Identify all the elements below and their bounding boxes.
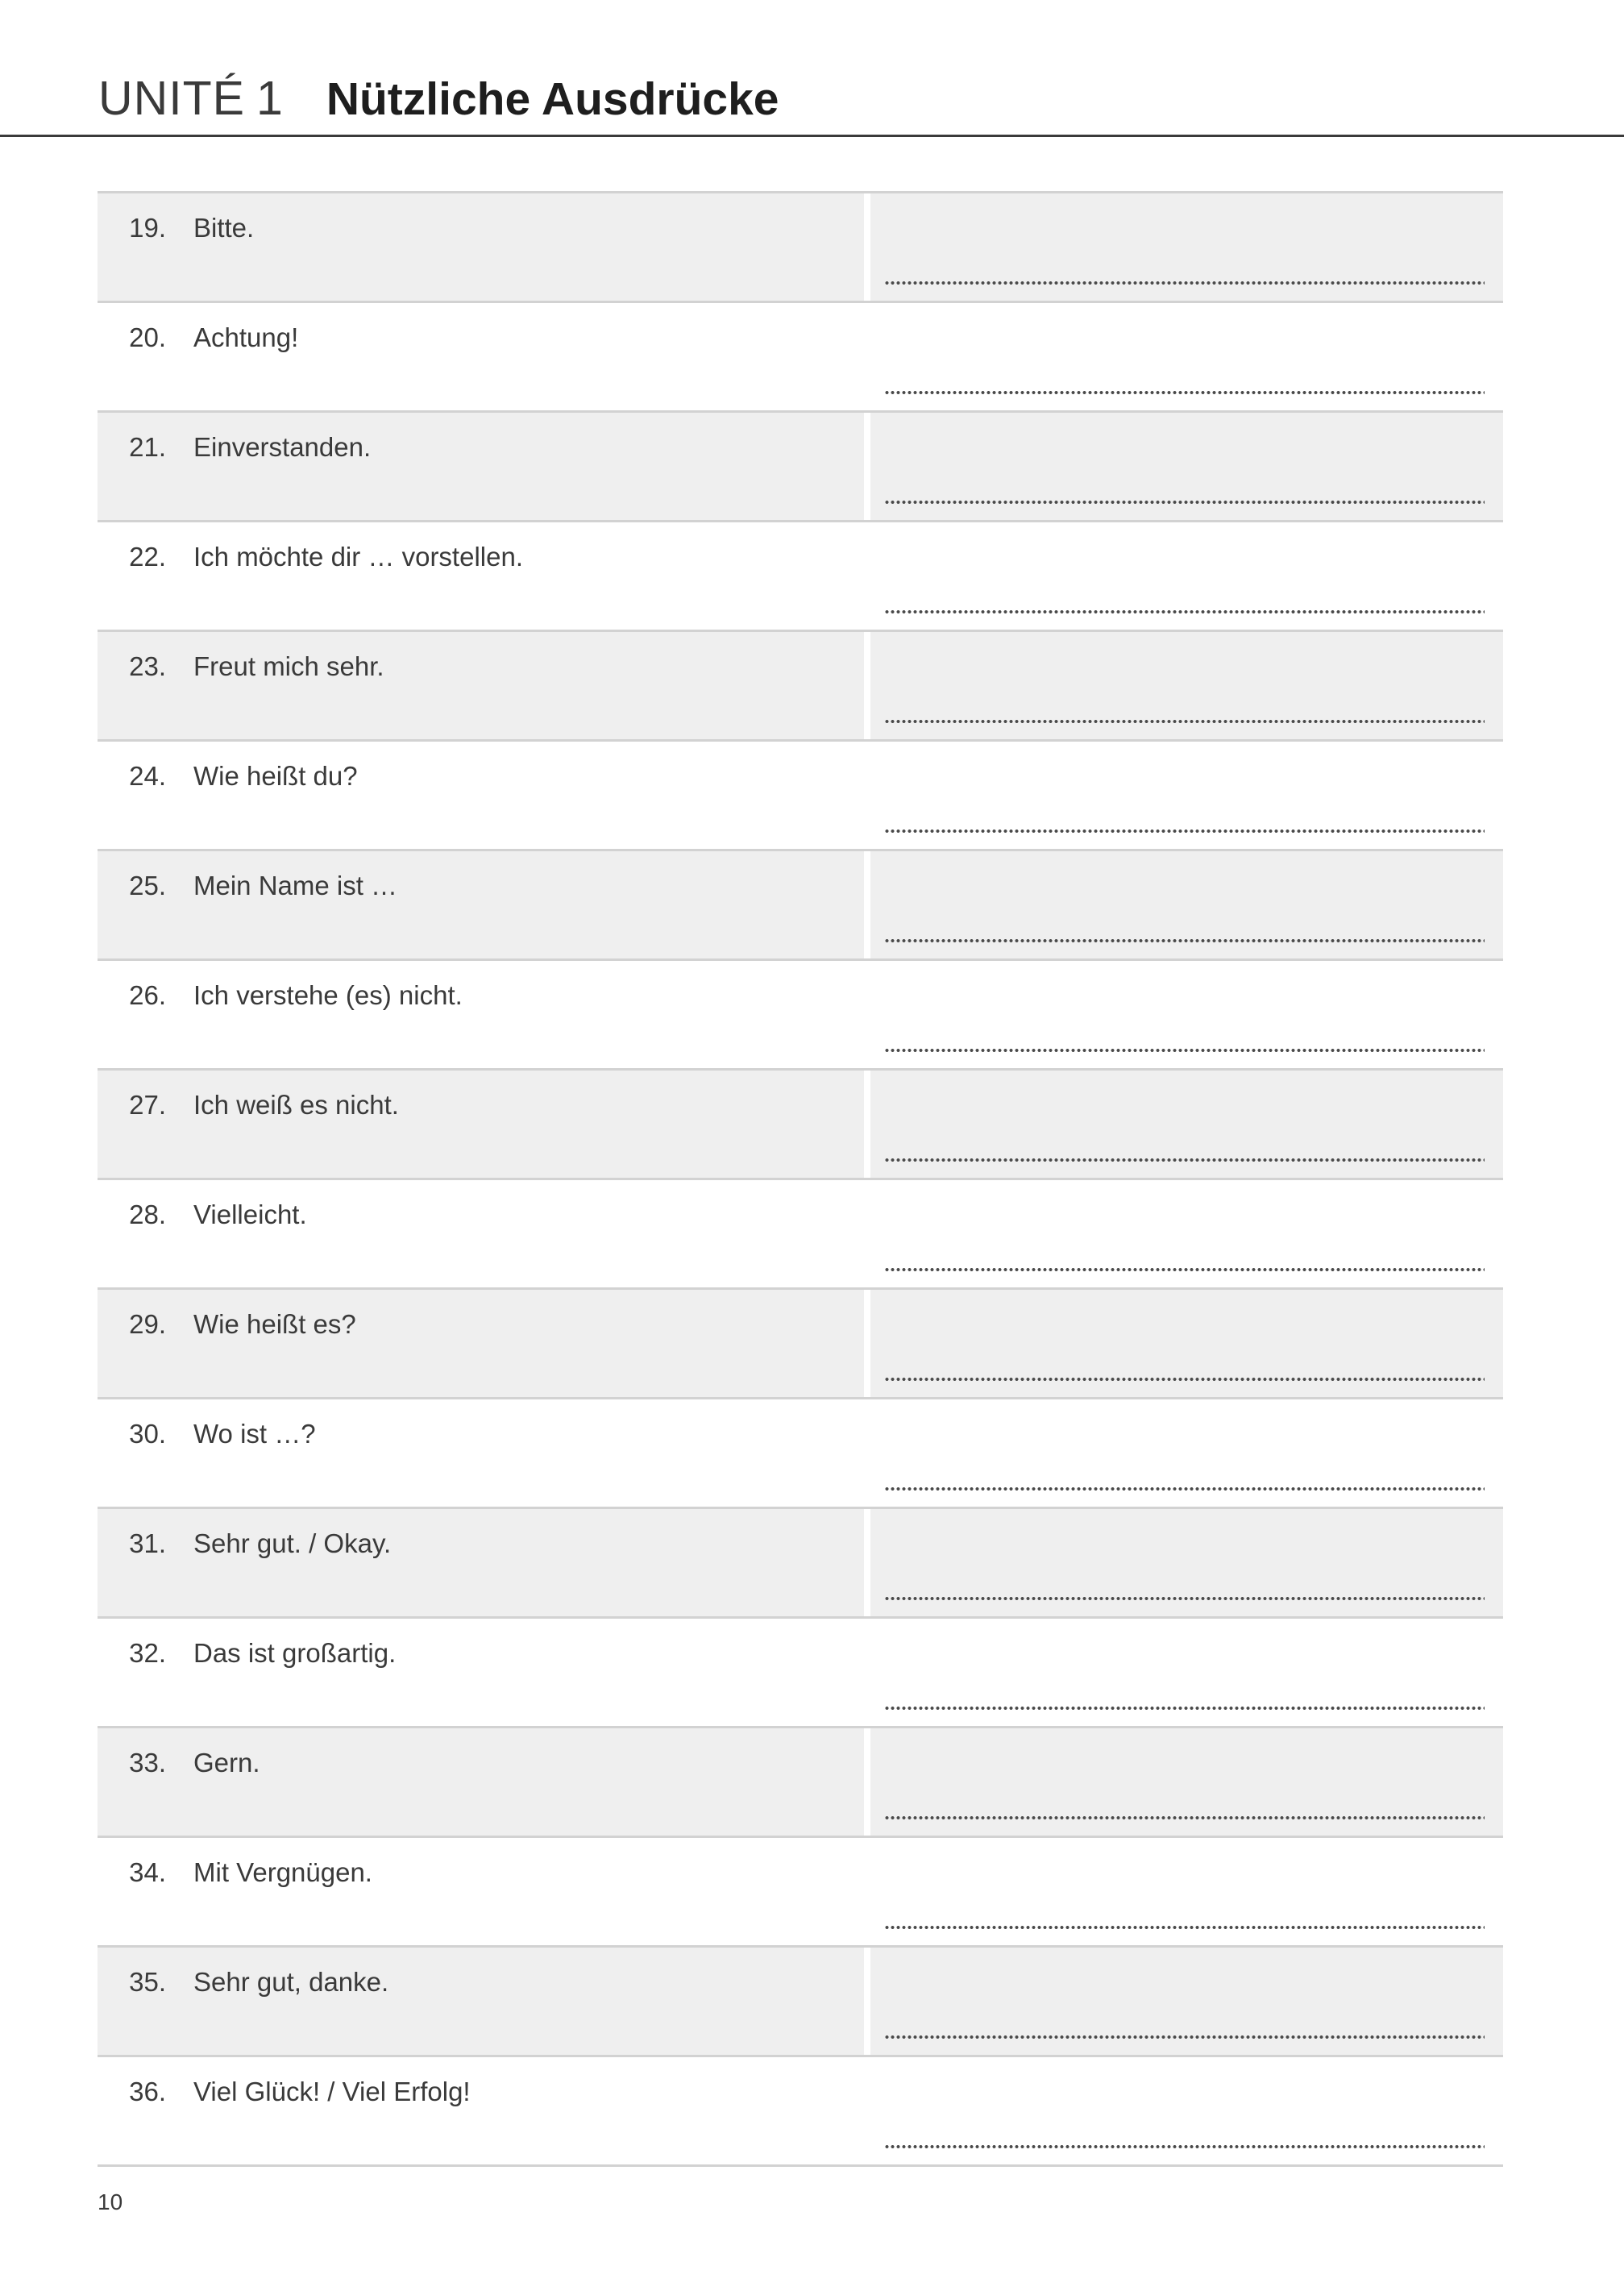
column-divider (864, 851, 870, 958)
unit-label: UNITÉ (98, 72, 245, 125)
column-divider (864, 1948, 870, 2055)
table-row (98, 191, 1503, 301)
answer-blank-line[interactable] (884, 2035, 1485, 2039)
row-phrase: Ich weiß es nicht. (193, 1090, 399, 1120)
answer-blank-line[interactable] (884, 390, 1485, 395)
row-number: 33. (129, 1748, 166, 1778)
table-row (98, 1178, 1503, 1287)
row-number: 24. (129, 761, 166, 791)
row-phrase: Mit Vergnügen. (193, 1857, 372, 1887)
table-row (98, 1726, 1503, 1836)
answer-blank-line[interactable] (884, 1377, 1485, 1382)
column-divider (864, 413, 870, 520)
answer-blank-line[interactable] (884, 829, 1485, 834)
unit-number: 1 (256, 72, 283, 125)
row-phrase: Gern. (193, 1748, 260, 1778)
phrase-table (98, 191, 1503, 2167)
page-header (98, 71, 779, 127)
answer-blank-line[interactable] (884, 1158, 1485, 1162)
row-phrase: Vielleicht. (193, 1200, 307, 1229)
section-title: Nützliche Ausdrücke (326, 73, 779, 125)
answer-blank-line[interactable] (884, 1267, 1485, 1272)
table-row (98, 520, 1503, 630)
row-number: 36. (129, 2077, 166, 2106)
row-number: 23. (129, 651, 166, 681)
row-phrase: Wo ist …? (193, 1419, 316, 1449)
table-row (98, 849, 1503, 958)
answer-blank-line[interactable] (884, 1706, 1485, 1711)
row-number: 22. (129, 542, 166, 572)
row-number: 28. (129, 1200, 166, 1229)
row-phrase: Sehr gut, danke. (193, 1967, 389, 1997)
answer-blank-line[interactable] (884, 1596, 1485, 1601)
table-row (98, 2055, 1503, 2167)
table-row (98, 1945, 1503, 2055)
answer-blank-line[interactable] (884, 500, 1485, 505)
row-number: 19. (129, 213, 166, 243)
answer-blank-line[interactable] (884, 1486, 1485, 1491)
answer-blank-line[interactable] (884, 1048, 1485, 1053)
row-number: 34. (129, 1857, 166, 1887)
row-number: 25. (129, 871, 166, 900)
row-number: 32. (129, 1638, 166, 1668)
table-row (98, 739, 1503, 849)
row-phrase: Achtung! (193, 322, 299, 352)
row-phrase: Das ist großartig. (193, 1638, 397, 1668)
row-phrase: Einverstanden. (193, 432, 372, 462)
table-row (98, 301, 1503, 410)
table-row (98, 1287, 1503, 1397)
table-row (98, 1397, 1503, 1507)
row-number: 27. (129, 1090, 166, 1120)
row-phrase: Freut mich sehr. (193, 651, 384, 681)
table-row (98, 1507, 1503, 1616)
table-row (98, 630, 1503, 739)
column-divider (864, 1071, 870, 1178)
answer-blank-line[interactable] (884, 938, 1485, 943)
answer-blank-line[interactable] (884, 2144, 1485, 2149)
table-row (98, 410, 1503, 520)
row-number: 35. (129, 1967, 166, 1997)
column-divider (864, 632, 870, 739)
column-divider (864, 1728, 870, 1836)
row-phrase: Ich möchte dir … vorstellen. (193, 542, 523, 572)
row-number: 20. (129, 322, 166, 352)
answer-blank-line[interactable] (884, 719, 1485, 724)
answer-blank-line[interactable] (884, 281, 1485, 285)
header-rule (0, 135, 1624, 137)
table-row (98, 1616, 1503, 1726)
table-row (98, 1068, 1503, 1178)
page-number: 10 (98, 2189, 123, 2214)
column-divider (864, 1509, 870, 1616)
row-phrase: Bitte. (193, 213, 255, 243)
row-number: 29. (129, 1309, 166, 1339)
column-divider (864, 1290, 870, 1397)
column-divider (864, 193, 870, 301)
table-row (98, 958, 1503, 1068)
answer-blank-line[interactable] (884, 1925, 1485, 1930)
answer-blank-line[interactable] (884, 1815, 1485, 1820)
row-phrase: Wie heißt es? (193, 1309, 356, 1339)
row-phrase: Sehr gut. / Okay. (193, 1528, 392, 1558)
row-number: 21. (129, 432, 166, 462)
table-row (98, 1836, 1503, 1945)
row-number: 30. (129, 1419, 166, 1449)
answer-blank-line[interactable] (884, 609, 1485, 614)
row-number: 26. (129, 980, 166, 1010)
row-number: 31. (129, 1528, 166, 1558)
row-phrase: Ich verstehe (es) nicht. (193, 980, 463, 1010)
row-phrase: Wie heißt du? (193, 761, 358, 791)
row-phrase: Mein Name ist … (193, 871, 398, 900)
row-phrase: Viel Glück! / Viel Erfolg! (193, 2077, 471, 2106)
